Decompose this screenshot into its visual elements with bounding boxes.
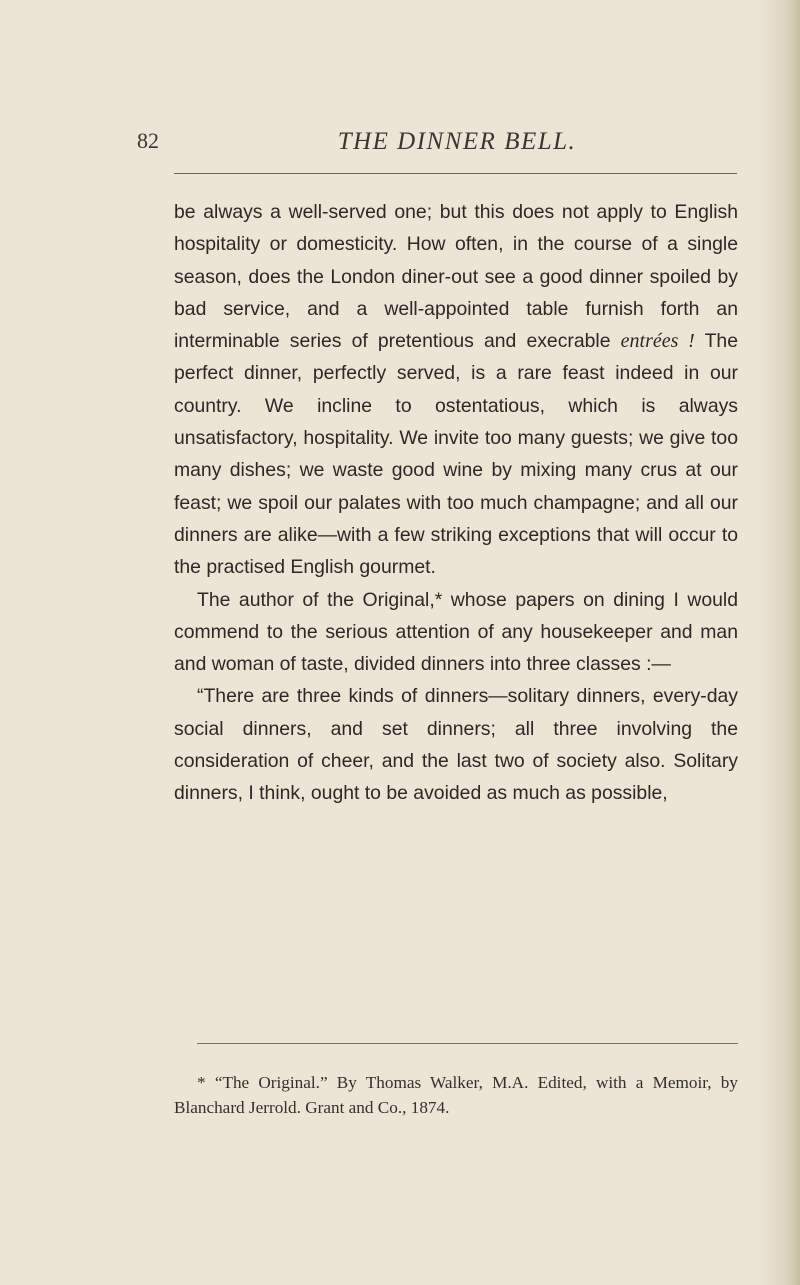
paragraph-1-text-a: be always a well-served one; but this does not apply to English hospitality or domesticity. How often, in the course of a single season, does the London diner-out see a good dinner spoiled by bad service, and a well-appointed table furnish forth an interminable series of pretentious and execrable [174, 201, 738, 353]
paragraph-1-text-b: The perfect dinner, perfectly served, is a rare feast indeed in our country. We incline to ostentatious, which is always unsatisfactory, hospitality. We invite too many guests; we give too many dishes; we waste good wine by mixing many crus at our feast; we spoil our palates with too much champagne; and all our dinners are alike—with a few striking exceptions that will occur to the practised English gourmet. [174, 330, 739, 579]
footnote: * “The Original.” By Thomas Walker, M.A. Edited, with a Memoir, by Blanchard Jerrold. Grant and Co., 1874. [174, 1073, 738, 1117]
body-text [174, 196, 738, 810]
paragraph-1-italic: entrées ! [620, 330, 695, 353]
running-title: THE DINNER BELL. [337, 128, 577, 155]
paragraph-2: The author of the Original,* whose papers on dining I would commend to the serious attention of any housekeeper and man and woman of taste, divided dinners into three classes :— [174, 588, 738, 676]
page-number: 82 [137, 128, 159, 153]
page-header [137, 128, 737, 168]
page-edge-shadow [758, 0, 800, 1285]
footnote-rule [197, 1043, 738, 1044]
paragraph-3: “There are three kinds of dinners—solitary dinners, every-day social dinners, and set dinners; all three involving the consideration of cheer, and the last two of society also. Solitary dinners, I think, ought to be avoided as much as possible, [174, 685, 738, 805]
paragraph-1 [174, 196, 738, 584]
header-rule [174, 173, 737, 174]
